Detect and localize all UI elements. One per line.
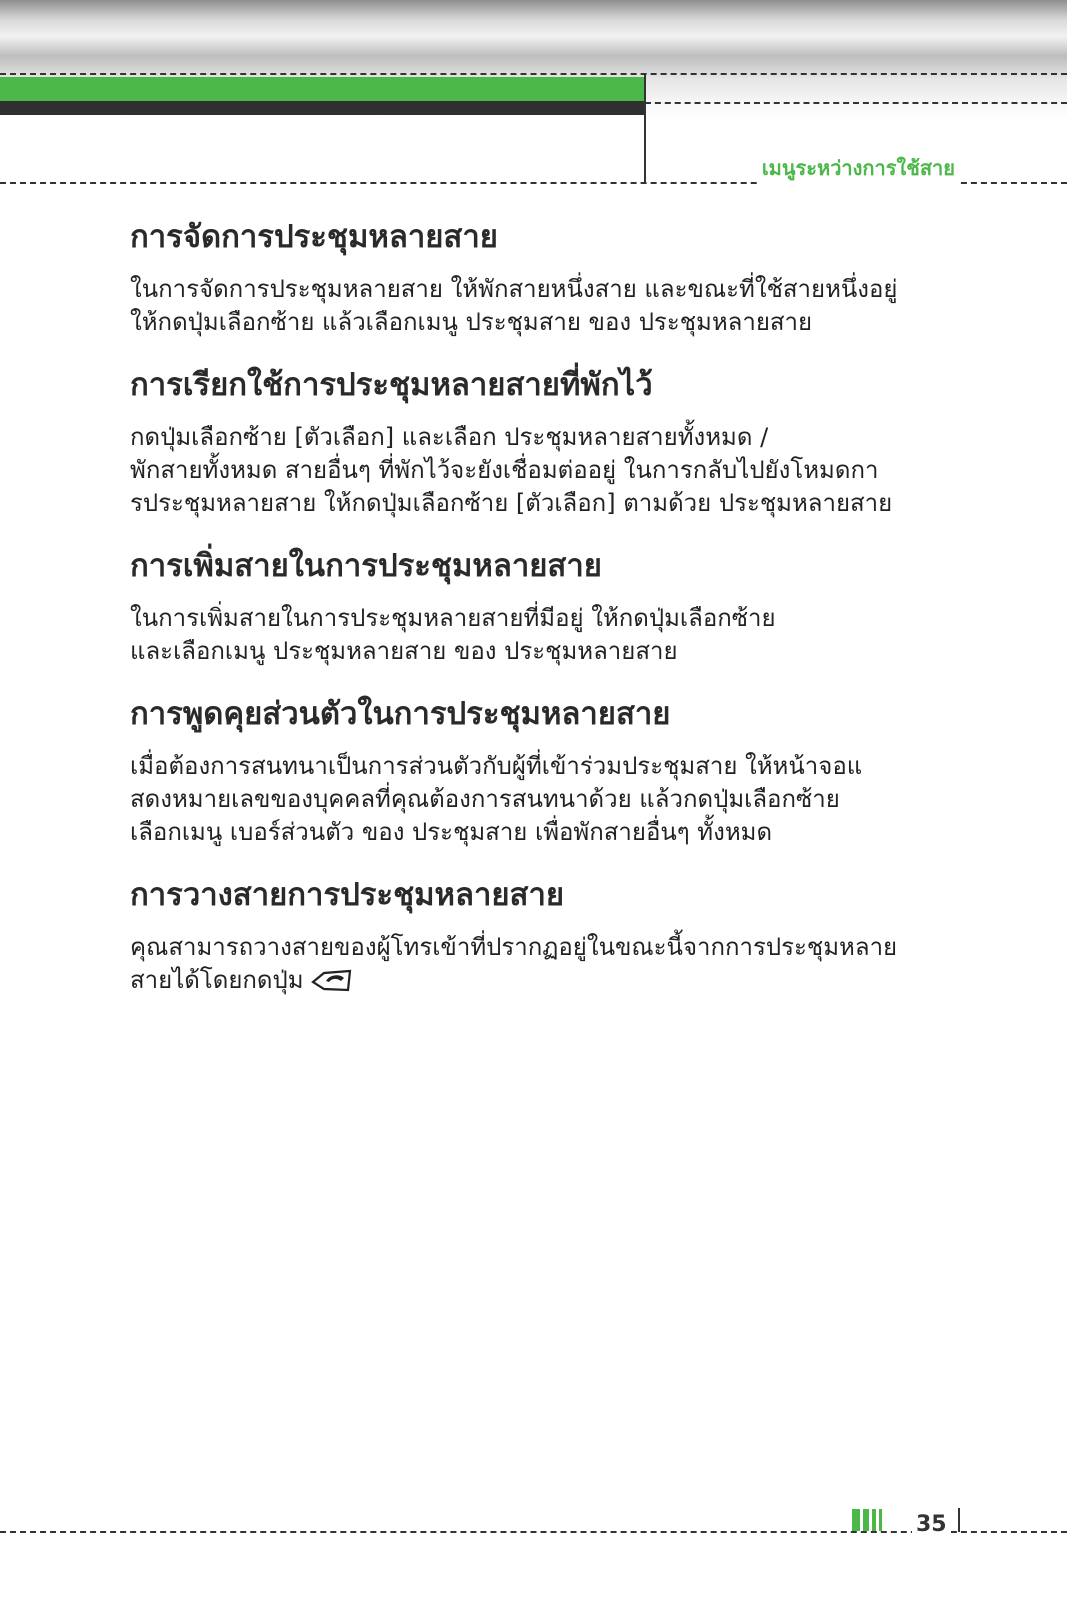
section-add-call [130, 544, 960, 668]
section-title: การเพิ่มสายในการประชุมหลายสาย [130, 548, 602, 584]
section-title: การวางสายการประชุมหลายสาย [130, 877, 565, 913]
section-private-call [130, 692, 960, 849]
chapter-label: เมนูระหว่างการใช้สาย [760, 152, 957, 184]
footer-marks [852, 1509, 892, 1533]
footer-dashed-line [0, 1531, 1067, 1533]
section-title: การพูดคุยส่วนตัวในการประชุมหลายสาย [130, 696, 671, 732]
page-content [130, 215, 960, 1021]
section-end-conference [130, 873, 960, 997]
section-body: ในการเพิ่มสายในการประชุมหลายสายที่มีอยู่ ให้กดปุ่มเลือกซ้าย และเลือกเมนู ประชุมหลายสาย ของ ประชุมหลายสาย [130, 604, 776, 665]
page-number: 35 [912, 1512, 951, 1537]
page-number-bracket [958, 1508, 960, 1532]
header-dashed-line-top [0, 73, 1067, 75]
section-body: ในการจัดการประชุมหลายสาย ให้พักสายหนึ่งสาย และขณะที่ใช้สายหนึ่งอยู่ ให้กดปุ่มเลือกซ้าย แล้วเลือกเมนู ประชุมสาย ของ ประชุมหลายสาย [130, 275, 898, 336]
header-divider [644, 75, 646, 183]
section-body: เมื่อต้องการสนทนาเป็นการส่วนตัวกับผู้ที่เข้าร่วมประชุมสาย ให้หน้าจอแ สดงหมายเลขของบุคคลที่คุณต้องการสนทนาด้วย แล้วกดปุ่มเลือกซ้าย เลือกเมนู เบอร์ส่วนตัว ของ ประชุมสาย เพื่อพักสายอื่นๆ ทั้งหมด [130, 752, 863, 846]
section-body: กดปุ่มเลือกซ้าย [ตัวเลือก] และเลือก ประชุมหลายสายทั้งหมด / พักสายทั้งหมด สายอื่นๆ ที่พักไว้จะยังเชื่อมต่ออยู่ ในการกลับไปยังโหมดกา รประชุมหลายสาย ให้กดปุ่มเลือกซ้าย [ตัวเลือก] ตามด้วย ประชุมหลายสาย [130, 423, 893, 517]
section-body-wrapper [130, 931, 960, 997]
section-body: คุณสามารถวางสายของผู้โทรเข้าที่ปรากฏอยู่ในขณะนี้จากการประชุมหลาย สายได้โดยกดปุ่ม [130, 933, 898, 994]
section-resume-held-conference [130, 363, 960, 520]
header-background [0, 0, 1067, 80]
header-dark-bar [0, 101, 645, 115]
header-dashed-line-right [645, 102, 1067, 104]
section-manage-conference [130, 215, 960, 339]
header-green-bar [0, 77, 645, 101]
section-title: การเรียกใช้การประชุมหลายสายที่พักไว้ [130, 367, 653, 403]
section-title: การจัดการประชุมหลายสาย [130, 219, 498, 255]
end-call-key-icon [310, 966, 354, 994]
